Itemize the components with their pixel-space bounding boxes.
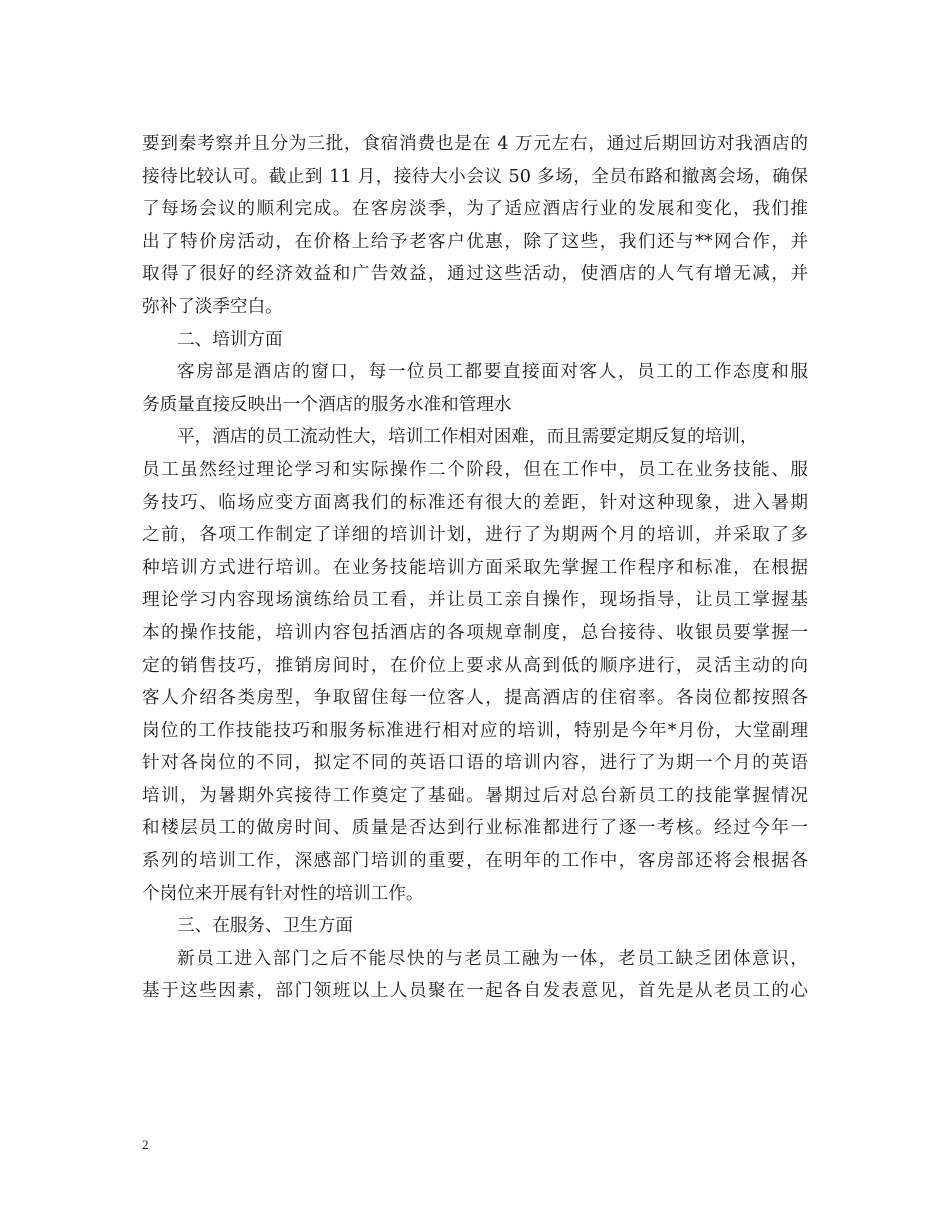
text-line: 弥补了淡季空白。: [142, 296, 283, 317]
section-heading-training: 二、培训方面: [177, 329, 283, 350]
text-line: 基于这些因素，部门领班以上人员聚在一起各自发表意见，首先是从老员工的心: [142, 981, 808, 1002]
text-line: 取得了很好的经济效益和广告效益，通过这些活动，使酒店的人气有增无减，并: [142, 264, 808, 285]
section-heading-service-hygiene: 三、在服务、卫生方面: [177, 916, 353, 937]
text-line: 员工虽然经过理论学习和实际操作二个阶段，但在工作中，员工在业务技能、服: [142, 459, 808, 480]
text-line: 平，酒店的员工流动性大，培训工作相对困难，而且需要定期反复的培训，: [177, 427, 758, 448]
text-line: 了每场会议的顺利完成。在客房淡季，为了适应酒店行业的发展和变化，我们推: [142, 199, 808, 220]
text-line: 定的销售技巧，推销房间时，在价位上要求从高到低的顺序进行，灵活主动的向: [142, 655, 808, 676]
text-line: 接待比较认可。截止到 11 月，接待大小会议 50 多场，全员布路和撤离会场，确保: [142, 166, 808, 187]
document-body: [142, 128, 808, 1008]
text-line: 新员工进入部门之后不能尽快的与老员工融为一体，老员工缺乏团体意识，: [177, 948, 808, 969]
text-line: 务质量直接反映出一个酒店的服务水准和管理水: [142, 394, 512, 415]
text-line: 岗位的工作技能技巧和服务标准进行相对应的培训，特别是今年*月份，大堂副理: [142, 720, 808, 741]
text-line: 种培训方式进行培训。在业务技能培训方面采取先掌握工作程序和标准，在根据: [142, 557, 808, 578]
text-line: 客人介绍各类房型，争取留住每一位客人，提高酒店的住宿率。各岗位都按照各: [142, 688, 808, 709]
page-number: 2: [142, 1137, 149, 1152]
text-line: 务技巧、临场应变方面离我们的标准还有很大的差距，针对这种现象，进入暑期: [142, 492, 808, 513]
text-line: 培训，为暑期外宾接待工作奠定了基础。暑期过后对总台新员工的技能掌握情况: [142, 785, 808, 806]
text-line: 系列的培训工作，深感部门培训的重要，在明年的工作中，客房部还将会根据各: [142, 851, 808, 872]
text-line: 本的操作技能，培训内容包括酒店的各项规章制度，总台接待、收银员要掌握一: [142, 622, 808, 643]
text-line: 和楼层员工的做房时间、质量是否达到行业标准都进行了逐一考核。经过今年一: [142, 818, 808, 839]
text-line: 客房部是酒店的窗口，每一位员工都要直接面对客人，员工的工作态度和服: [177, 362, 808, 383]
text-line: 之前，各项工作制定了详细的培训计划，进行了为期两个月的培训，并采取了多: [142, 525, 808, 546]
text-line: 出了特价房活动，在价格上给予老客户优惠，除了这些，我们还与**网合作，并: [142, 231, 808, 252]
text-line: 针对各岗位的不同，拟定不同的英语口语的培训内容，进行了为期一个月的英语: [142, 753, 808, 774]
text-line: 要到秦考察并且分为三批，食宿消费也是在 4 万元左右，通过后期回访对我酒店的: [142, 134, 808, 154]
text-line: 个岗位来开展有针对性的培训工作。: [142, 883, 424, 904]
text-line: 理论学习内容现场演练给员工看，并让员工亲自操作，现场指导，让员工掌握基: [142, 590, 808, 611]
